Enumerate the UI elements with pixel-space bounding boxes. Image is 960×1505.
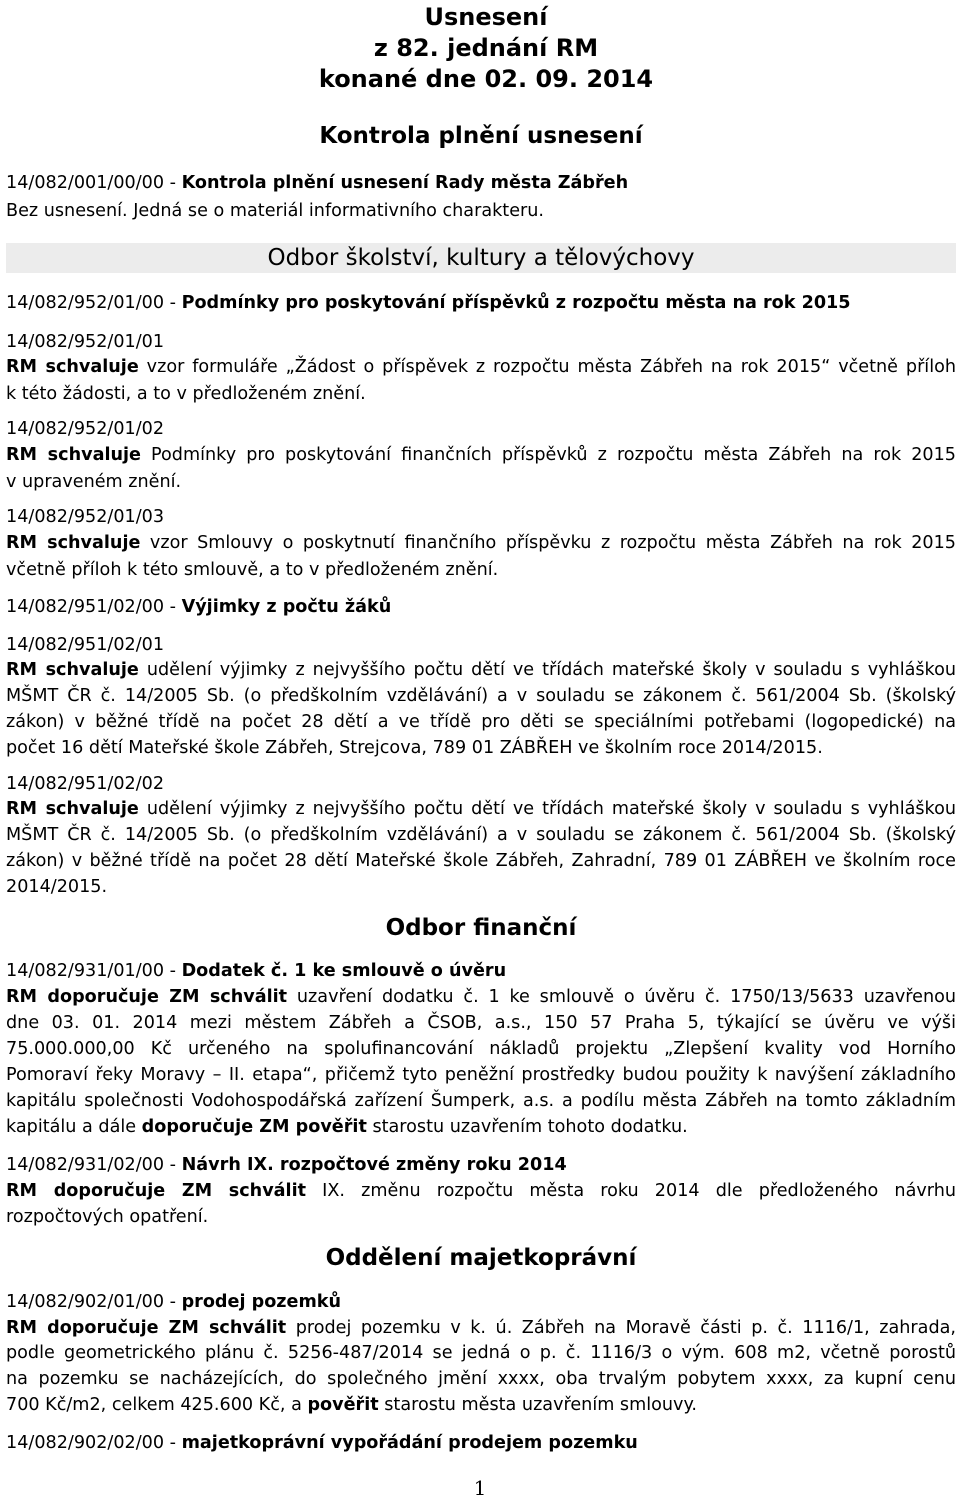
resolution-line: 2014/2015. [6, 877, 108, 897]
item-title: majetkoprávní vypořádání prodejem pozemku [181, 1433, 638, 1453]
item-heading [6, 170, 956, 197]
section-heading-kontrola: Kontrola plnění usnesení [319, 123, 643, 149]
resolution-lead: RM doporučuje ZM schválit [6, 1181, 307, 1201]
resolution-code: 14/082/952/01/03 [6, 507, 165, 527]
resolution-lead: pověřit [307, 1395, 379, 1415]
item-code: 14/082/902/02/00 - [6, 1433, 182, 1453]
resolution-line: v upraveném znění. [6, 472, 182, 492]
resolution-line [6, 1392, 956, 1419]
title-line-1: Usnesení [424, 3, 548, 31]
resolution-lead: RM doporučuje ZM schválit [6, 1318, 287, 1338]
resolution-text: kapitálu a dále [6, 1117, 142, 1137]
resolution-line: podle geometrického plánu č. 5256-487/2014 se jedná o p. č. 1116/3 o vým. 608 m2, včetně porostů [6, 1343, 956, 1363]
resolution-line: zákon) v běžné třídě na počet 28 dětí Mateřské škole Zábřeh, Zahradní, 789 01 ZÁBŘEH ve školním roce [6, 851, 956, 871]
resolution-line: zákon) v běžné třídě na počet 28 dětí a ve třídě pro děti se speciálními potřebami (logopedické) na [6, 712, 956, 732]
resolution-line [6, 442, 956, 469]
resolution-line: počet 16 dětí Mateřské škole Zábřeh, Strejcova, 789 01 ZÁBŘEH ve školním roce 2014/2015. [6, 738, 823, 758]
item-heading [6, 290, 956, 317]
resolution-text: Podmínky pro poskytování finančních příspěvků z rozpočtu města Zábřeh na rok 2015 [140, 445, 957, 465]
resolution-line: k této žádosti, a to v předloženém znění. [6, 384, 366, 404]
item-title: Podmínky pro poskytování příspěvků z rozpočtu města na rok 2015 [181, 293, 851, 313]
resolution-line: kapitálu společnosti Vodohospodářská zařízení Šumperk, a.s. a podílu města Zábřeh na tomto základním [6, 1091, 956, 1111]
resolution-lead: doporučuje ZM pověřit [141, 1117, 367, 1137]
resolution-lead: RM schvaluje [6, 660, 139, 680]
resolution-line: rozpočtových opatření. [6, 1207, 209, 1227]
item-heading [6, 1289, 956, 1316]
item-code: 14/082/931/02/00 - [6, 1155, 182, 1175]
resolution-line: na pozemku se nacházejících, do společného jmění xxxx, oba trvalým pobytem xxxx, za kupní cenu [6, 1369, 956, 1389]
resolution-line: MŠMT ČR č. 14/2005 Sb. (o předškolním vzdělávání) a v souladu se zákonem č. 561/2004 Sb. (školský [6, 825, 956, 845]
item-heading [6, 1430, 956, 1457]
document-title [186, 0, 786, 95]
section-heading-skolstvi: Odbor školství, kultury a tělovýchovy [6, 243, 956, 273]
resolution-code: 14/082/951/02/02 [6, 774, 165, 794]
item-title: Dodatek č. 1 ke smlouvě o úvěru [181, 961, 507, 981]
title-line-2: z 82. jednání RM [373, 34, 599, 62]
item-title: prodej pozemků [181, 1292, 342, 1312]
resolution-line [6, 354, 956, 381]
resolution-lead: RM schvaluje [6, 799, 139, 819]
resolution-line [6, 657, 956, 684]
resolution-line [6, 796, 956, 823]
resolution-text: uzavření dodatku č. 1 ke smlouvě o úvěru č. 1750/13/5633 uzavřenou [287, 987, 957, 1007]
item-text: Bez usnesení. Jedná se o materiál informativního charakteru. [6, 201, 544, 221]
resolution-line [6, 984, 956, 1011]
resolution-code: 14/082/952/01/01 [6, 332, 165, 352]
resolution-text: prodej pozemku v k. ú. Zábřeh na Moravě části p. č. 1116/1, zahrada, [286, 1318, 956, 1338]
section-heading-financni: Odbor finanční [385, 915, 577, 941]
resolution-text: vzor formuláře „Žádost o příspěvek z rozpočtu města Zábřeh na rok 2015“ včetně příloh [138, 357, 956, 377]
item-heading [6, 1152, 956, 1179]
resolution-line: včetně příloh k této smlouvě, a to v předloženém znění. [6, 560, 499, 580]
resolution-line [6, 1315, 956, 1342]
resolution-line: 75.000.000,00 Kč určeného na spolufinancování nákladů projektu „Zlepšení kvality vod Horního [6, 1039, 956, 1059]
resolution-line [6, 1178, 956, 1205]
resolution-text: starostu uzavřením tohoto dodatku. [366, 1117, 688, 1137]
resolution-code: 14/082/952/01/02 [6, 419, 165, 439]
resolution-line [6, 1114, 956, 1141]
page-number: 1 [473, 1476, 487, 1500]
title-line-3: konané dne 02. 09. 2014 [318, 65, 654, 93]
resolution-line: Pomoraví řeky Moravy – II. etapa“, přičemž tyto peněžní prostředky budou použity k navýšení základního [6, 1065, 956, 1085]
resolution-code: 14/082/951/02/01 [6, 635, 165, 655]
section-heading-majetkopravni: Oddělení majetkoprávní [325, 1245, 637, 1271]
resolution-text: starostu města uzavřením smlouvy. [378, 1395, 697, 1415]
resolution-text: udělení výjimky z nejvyššího počtu dětí ve třídách mateřské školy v souladu s vyhláškou [138, 660, 957, 680]
item-code: 14/082/001/00/00 - [6, 173, 182, 193]
item-heading [6, 594, 956, 621]
item-title: Výjimky z počtu žáků [181, 597, 392, 617]
item-title: Kontrola plnění usnesení Rady města Zábřeh [181, 173, 629, 193]
item-code: 14/082/951/02/00 - [6, 597, 182, 617]
resolution-lead: RM schvaluje [6, 445, 141, 465]
resolution-lead: RM schvaluje [6, 357, 139, 377]
item-code: 14/082/931/01/00 - [6, 961, 182, 981]
resolution-text: IX. změnu rozpočtu města roku 2014 dle předloženého návrhu [306, 1181, 957, 1201]
item-code: 14/082/952/01/00 - [6, 293, 182, 313]
item-title: Návrh IX. rozpočtové změny roku 2014 [181, 1155, 567, 1175]
item-code: 14/082/902/01/00 - [6, 1292, 182, 1312]
resolution-lead: RM doporučuje ZM schválit [6, 987, 288, 1007]
resolution-line: dne 03. 01. 2014 mezi městem Zábřeh a ČSOB, a.s., 150 57 Praha 5, týkající se úvěru ve výši [6, 1013, 956, 1033]
resolution-line [6, 530, 956, 557]
resolution-text: vzor Smlouvy o poskytnutí finančního příspěvku z rozpočtu města Zábřeh na rok 2015 [140, 533, 956, 553]
resolution-text: udělení výjimky z nejvyššího počtu dětí ve třídách mateřské školy v souladu s vyhláškou [138, 799, 957, 819]
resolution-line: MŠMT ČR č. 14/2005 Sb. (o předškolním vzdělávání) a v souladu se zákonem č. 561/2004 Sb. (školský [6, 686, 956, 706]
resolution-text: 700 Kč/m2, celkem 425.600 Kč, a [6, 1395, 308, 1415]
resolution-lead: RM schvaluje [6, 533, 141, 553]
item-heading [6, 958, 956, 985]
